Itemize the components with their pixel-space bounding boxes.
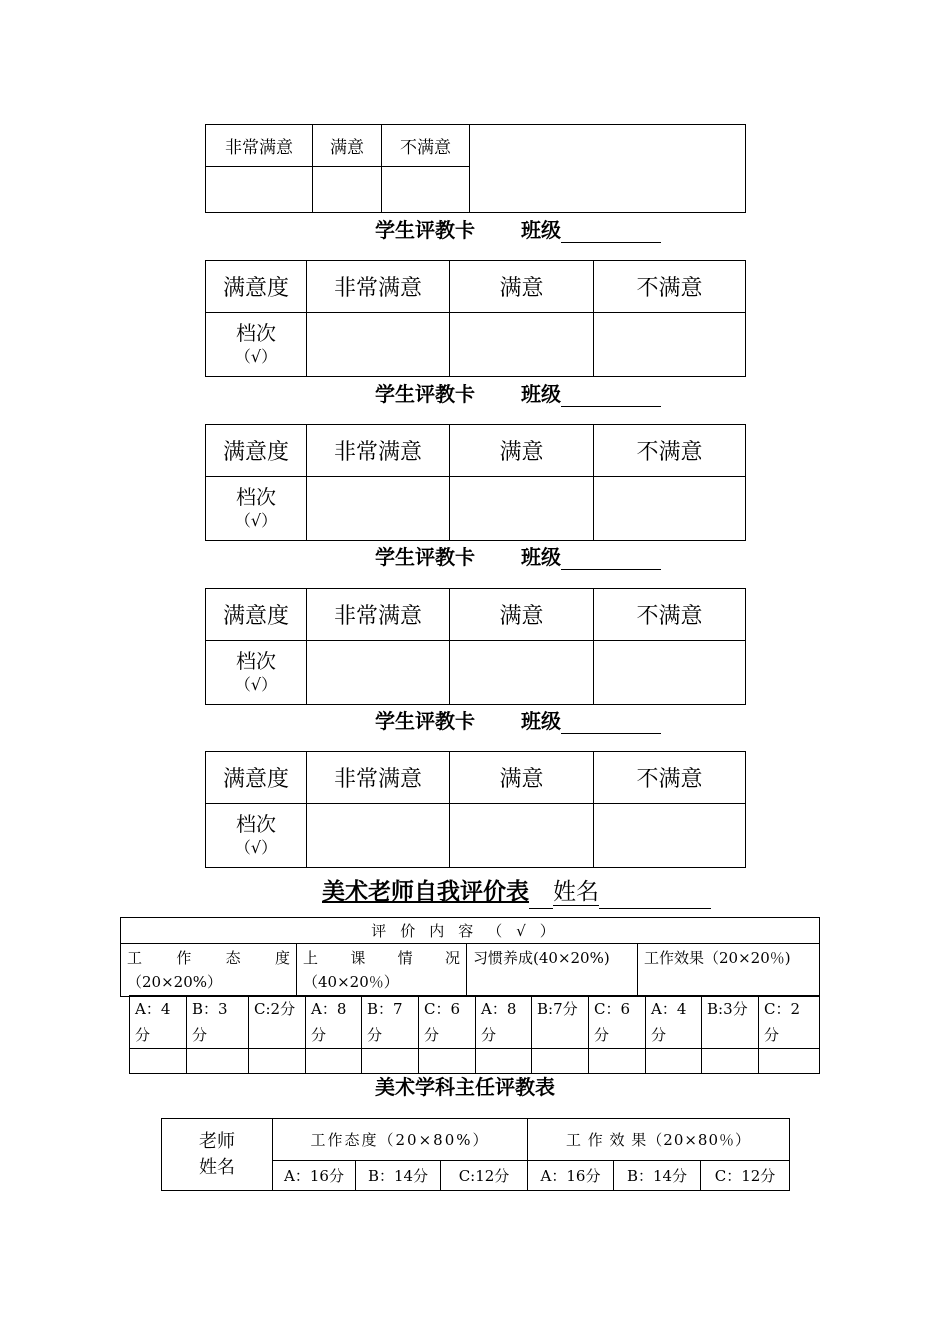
self-eval-grade-table	[129, 995, 820, 1074]
grade-cell: A：8 分	[476, 996, 532, 1049]
grade-cell: A：4 分	[646, 996, 702, 1049]
check-cell[interactable]	[759, 1049, 820, 1074]
header-cell: 不满意	[594, 752, 746, 804]
header-cell: 满意	[450, 261, 594, 313]
header-cell: 不满意	[594, 589, 746, 641]
check-cell[interactable]	[450, 804, 594, 868]
grade-cell: C：6 分	[419, 996, 476, 1049]
self-eval-header-table	[120, 917, 820, 997]
top-satisfaction-table	[205, 124, 746, 213]
check-cell[interactable]	[589, 1049, 646, 1074]
grade-cell: B：14分	[356, 1161, 441, 1191]
header-cell: 满意度	[206, 425, 307, 477]
grade-cell: B:7分	[532, 996, 589, 1049]
student-eval-card	[205, 751, 746, 868]
check-cell[interactable]	[450, 641, 594, 705]
student-eval-card	[205, 588, 746, 705]
check-cell[interactable]	[450, 477, 594, 541]
card-title: 学生评教卡	[375, 382, 475, 406]
grade-cell: A：16分	[273, 1161, 356, 1191]
student-eval-card	[205, 424, 746, 541]
class-blank[interactable]	[561, 547, 661, 570]
card-title-row	[375, 705, 661, 734]
row-label: 档次 （√）	[206, 313, 307, 377]
name-label: 姓名	[553, 879, 599, 905]
class-blank[interactable]	[561, 711, 661, 734]
check-cell[interactable]	[594, 477, 746, 541]
check-cell[interactable]	[313, 167, 382, 213]
group-effect-header: 工 作 效 果（20×80％）	[528, 1119, 790, 1161]
grade-cell: A：8 分	[306, 996, 362, 1049]
check-cell[interactable]	[702, 1049, 759, 1074]
grade-cell: C：2 分	[759, 996, 820, 1049]
grade-cell: B：14分	[614, 1161, 701, 1191]
class-blank[interactable]	[561, 220, 661, 243]
category-class: 上 课 情 况 （40×20％）	[297, 944, 467, 997]
self-eval-title-row	[322, 876, 711, 909]
header-cell: 满意	[450, 752, 594, 804]
student-eval-card	[205, 260, 746, 377]
header-cell: 非常满意	[206, 125, 313, 167]
grade-cell: B：7 分	[362, 996, 419, 1049]
eval-content-header: 评价内容（√）	[121, 918, 820, 944]
category-effect: 工作效果（20×20％)	[638, 944, 820, 997]
grade-cell: C：6 分	[589, 996, 646, 1049]
header-cell: 不满意	[594, 425, 746, 477]
header-cell: 满意度	[206, 752, 307, 804]
row-label: 档次 （√）	[206, 804, 307, 868]
blank-cell	[470, 125, 746, 213]
card-title: 学生评教卡	[375, 709, 475, 733]
director-eval-title: 美术学科主任评教表	[375, 1075, 555, 1099]
director-eval-table	[161, 1118, 790, 1191]
class-label: 班级	[521, 382, 561, 406]
header-cell: 非常满意	[307, 261, 450, 313]
check-cell[interactable]	[594, 804, 746, 868]
name-blank[interactable]	[599, 882, 711, 909]
check-cell[interactable]	[594, 641, 746, 705]
card-title: 学生评教卡	[375, 545, 475, 569]
check-cell[interactable]	[419, 1049, 476, 1074]
check-cell[interactable]	[476, 1049, 532, 1074]
grade-cell: C：12分	[701, 1161, 790, 1191]
check-cell[interactable]	[594, 313, 746, 377]
grade-cell: B：3 分	[187, 996, 249, 1049]
check-cell[interactable]	[130, 1049, 187, 1074]
header-cell: 非常满意	[307, 425, 450, 477]
check-cell[interactable]	[306, 1049, 362, 1074]
class-label: 班级	[521, 218, 561, 242]
grade-cell: C:2分	[249, 996, 306, 1049]
check-cell[interactable]	[307, 477, 450, 541]
check-cell[interactable]	[362, 1049, 419, 1074]
class-blank[interactable]	[561, 384, 661, 407]
category-habits: 习惯养成(40×20%)	[467, 944, 638, 997]
check-cell[interactable]	[450, 313, 594, 377]
self-eval-title: 美术老师自我评价表	[322, 879, 529, 905]
card-title: 学生评教卡	[375, 218, 475, 242]
row-label: 档次 （√）	[206, 477, 307, 541]
header-cell: 不满意	[594, 261, 746, 313]
grade-cell: B:3分	[702, 996, 759, 1049]
card-title-row	[375, 541, 661, 570]
header-cell: 非常满意	[307, 752, 450, 804]
check-cell[interactable]	[187, 1049, 249, 1074]
grade-cell: A：16分	[528, 1161, 614, 1191]
teacher-name-label: 老师 姓名	[162, 1119, 273, 1191]
category-attitude: 工 作 态 度 （20×20%）	[121, 944, 297, 997]
class-label: 班级	[521, 709, 561, 733]
class-label: 班级	[521, 545, 561, 569]
check-cell[interactable]	[307, 804, 450, 868]
check-cell[interactable]	[307, 641, 450, 705]
header-cell: 满意	[450, 589, 594, 641]
check-cell[interactable]	[532, 1049, 589, 1074]
grade-cell: C:12分	[441, 1161, 528, 1191]
header-cell: 满意度	[206, 589, 307, 641]
card-title-row	[375, 214, 661, 243]
card-title-row	[375, 378, 661, 407]
group-attitude-header: 工作态度（20×80%）	[273, 1119, 528, 1161]
row-label: 档次 （√）	[206, 641, 307, 705]
header-cell: 非常满意	[307, 589, 450, 641]
check-cell[interactable]	[307, 313, 450, 377]
check-cell[interactable]	[206, 167, 313, 213]
header-cell: 满意度	[206, 261, 307, 313]
header-cell: 满意	[313, 125, 382, 167]
grade-cell: A：4 分	[130, 996, 187, 1049]
header-cell: 满意	[450, 425, 594, 477]
check-cell[interactable]	[382, 167, 470, 213]
check-cell[interactable]	[646, 1049, 702, 1074]
check-cell[interactable]	[249, 1049, 306, 1074]
header-cell: 不满意	[382, 125, 470, 167]
